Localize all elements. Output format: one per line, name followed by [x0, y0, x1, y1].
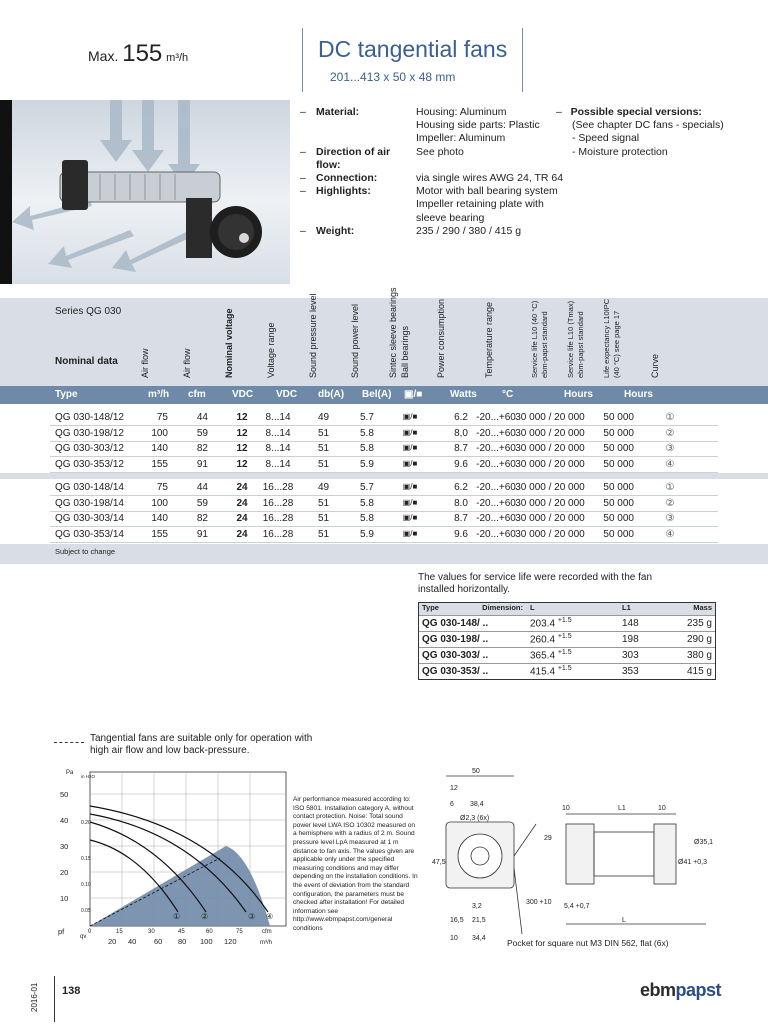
dim-3-2: 3,2: [472, 903, 482, 910]
cell-v24-0-1: 75: [156, 482, 168, 493]
cell-v12-0-10: 30 000 / 20 000: [515, 412, 585, 423]
curve-label-1: ①: [173, 912, 181, 921]
cell-v12-2-7: ▣/■: [402, 443, 418, 452]
title-rule-left: [302, 28, 303, 92]
cell-v24-0-8: 6.2: [454, 482, 468, 493]
cell-v24-3-6: 5.9: [360, 528, 374, 540]
dim-12: 12: [450, 785, 458, 792]
cell-v24-0-5: 49: [318, 482, 330, 493]
cell-v24-2-10: 30 000 / 20 000: [515, 513, 585, 524]
max-label: Max.: [88, 48, 119, 64]
dim-l: 203.4 $^{+1.5}$: [530, 617, 572, 630]
table-row: [0, 410, 768, 425]
cell-v12-2-3: 12: [236, 443, 248, 454]
footer-rule: [54, 976, 55, 1022]
cell-v24-2-4: 16...28: [262, 513, 294, 524]
cell-v24-1-6: 5.8: [360, 497, 374, 509]
x-label-qv: qv: [80, 934, 87, 940]
dim-5-4: 5,4 +0,7: [564, 903, 590, 910]
cell-v24-1-4: 16...28: [262, 497, 294, 509]
cell-v24-1-10: 30 000 / 20 000: [515, 497, 585, 509]
cell-v12-2-2: 82: [196, 443, 208, 454]
column-header-0: Air flow: [140, 348, 150, 378]
x-tick-40: 40: [128, 937, 137, 946]
dim-type: QG 030-303/ ..: [422, 650, 489, 661]
table-footer-band: [0, 544, 768, 564]
dim-mass: 415 g: [686, 666, 712, 677]
nominal-data-label: Nominal data: [55, 356, 118, 367]
edition-date: 2016-01: [30, 982, 39, 1012]
x-tick-20: 20: [108, 937, 117, 946]
cell-v12-3-11: 50 000: [603, 458, 634, 470]
dim-l1: 353: [622, 666, 639, 677]
dim-16-5: 16,5: [450, 917, 464, 924]
cell-v12-0-0: QG 030-148/12: [55, 412, 124, 423]
cell-v24-3-3: 24: [236, 528, 248, 540]
x-tick-cfm-15: 15: [116, 929, 123, 935]
dim-10-b: 10: [562, 805, 570, 812]
unit-4: VDC: [276, 389, 298, 400]
dim-34-4: 34,4: [472, 935, 486, 942]
curve-label-4: ④: [266, 912, 274, 921]
cell-v12-1-8: 8,0: [454, 427, 468, 439]
cell-v24-0-3: 24: [236, 482, 248, 493]
x-tick-120: 120: [224, 937, 237, 946]
cell-v24-1-1: 100: [151, 497, 168, 509]
column-header-3: Voltage range: [266, 322, 276, 378]
dim-mass: 235 g: [686, 618, 712, 629]
unit-6: Bel(A): [362, 389, 392, 400]
cell-v24-3-5: 51: [318, 528, 330, 540]
cell-v24-3-1: 155: [151, 528, 168, 540]
dim-l1: 198: [622, 634, 639, 645]
page-title: DC tangential fans: [318, 36, 508, 62]
cell-v12-1-10: 30 000 / 20 000: [515, 427, 585, 439]
spec-direction: – Direction of air flow: See photo: [300, 145, 464, 171]
cell-v12-3-10: 30 000 / 20 000: [515, 458, 585, 470]
page-subtitle: 201...413 x 50 x 48 mm: [330, 70, 456, 84]
cell-v12-3-6: 5.9: [360, 458, 374, 470]
service-life-note: The values for service life were recorded with the fan installed horizontally.: [418, 572, 652, 595]
x-tick-80: 80: [178, 937, 187, 946]
unit-5: db(A): [318, 389, 345, 400]
x-tick-60: 60: [154, 937, 163, 946]
table-row: [0, 496, 768, 511]
unit-8: Watts: [450, 389, 477, 400]
cell-v24-2-0: QG 030-303/14: [55, 513, 124, 524]
curve-label-3: ③: [248, 912, 256, 921]
ebmpapst-logo: ebmpapst: [640, 980, 722, 1000]
cell-v12-1-0: QG 030-198/12: [55, 427, 124, 439]
cell-v24-1-11: 50 000: [603, 497, 634, 509]
cell-v12-0-11: 50 000: [603, 412, 634, 423]
dim-35-1: Ø35,1: [694, 839, 714, 846]
cell-v24-1-0: QG 030-198/14: [55, 497, 124, 509]
cell-v12-1-9: -20...+60: [476, 427, 516, 439]
product-photo: [0, 100, 290, 284]
x-tick-cfm-30: 30: [148, 929, 155, 935]
x-tick-cfm-75: 75: [236, 929, 243, 935]
cell-v12-2-1: 140: [151, 443, 168, 454]
cell-v12-0-6: 5.7: [360, 412, 374, 423]
spec-connection: – Connection: via single wires AWG 24, TR 64: [300, 172, 564, 185]
column-header-1: Air flow: [182, 348, 192, 378]
cell-v12-3-7: ▣/■: [402, 458, 418, 468]
cell-v12-1-7: ▣/■: [402, 427, 418, 437]
pocket-note: Pocket for square nut M3 DIN 562, flat (6x): [507, 938, 669, 948]
y-tick-in-020: 0.20: [81, 820, 91, 826]
cell-v12-0-2: 44: [196, 412, 208, 423]
cell-v12-1-3: 12: [236, 427, 248, 439]
cell-v24-0-2: 44: [196, 482, 208, 493]
cell-v24-0-6: 5.7: [360, 482, 374, 493]
subject-to-change: Subject to change: [55, 547, 116, 556]
cell-v12-0-8: 6.2: [454, 412, 468, 423]
y-tick-in-005: 0.05: [81, 908, 91, 914]
cell-v24-3-9: -20...+60: [476, 528, 516, 540]
cell-v24-3-2: 91: [196, 528, 208, 540]
cell-v24-2-8: 8.7: [454, 513, 468, 524]
dimension-row: [419, 663, 715, 679]
cell-v12-3-1: 155: [151, 458, 168, 470]
cell-v24-1-8: 8.0: [454, 497, 468, 509]
cell-v12-2-0: QG 030-303/12: [55, 443, 124, 454]
cell-v12-2-4: 8...14: [265, 443, 291, 454]
column-header-7: Ball bearings: [400, 325, 410, 378]
cell-v24-1-7: ▣/■: [402, 497, 418, 507]
column-header-5: Sound power level: [350, 303, 360, 378]
cell-v12-1-6: 5.8: [360, 427, 374, 439]
cell-v12-3-8: 9.6: [454, 458, 468, 470]
column-header-12: Service life L10 (Tmax): [566, 300, 575, 378]
cell-v12-0-3: 12: [236, 412, 248, 423]
cell-v24-0-0: QG 030-148/14: [55, 482, 124, 493]
dim-21-5: 21,5: [472, 917, 486, 924]
column-header-11: ebm-papst standard: [540, 311, 549, 378]
x-tick-100: 100: [200, 937, 213, 946]
y-label-pf: pf: [58, 927, 65, 936]
unit-7: ▣/■: [404, 389, 423, 400]
dim-41: Ø41 +0,3: [678, 859, 707, 866]
cell-v12-3-4: 8...14: [265, 458, 291, 470]
curve-label-2: ②: [201, 912, 209, 921]
table-row: [0, 527, 768, 542]
x-tick-cfm-45: 45: [178, 929, 185, 935]
cell-v12-0-5: 49: [318, 412, 330, 423]
x-unit-m3h: m³/h: [260, 940, 272, 946]
dim-6: 6: [450, 801, 454, 808]
table-row: [0, 426, 768, 441]
column-header-9: Temperature range: [484, 301, 494, 378]
cell-v24-0-10: 30 000 / 20 000: [515, 482, 585, 493]
dimension-table-header: Type Dimension: L L1 Mass: [419, 603, 715, 615]
cell-v24-0-9: -20...+60: [476, 482, 516, 493]
y-unit-in: in H2O: [81, 774, 96, 779]
dim-l1: L1: [618, 805, 626, 812]
dimension-row: [419, 615, 715, 631]
title-rule-right: [522, 28, 523, 92]
cell-v12-2-11: 50 000: [603, 443, 634, 454]
y-tick-in-010: 0.10: [81, 882, 91, 888]
dim-l: 365.4 $^{+1.5}$: [530, 649, 572, 662]
special-versions: – Possible special versions: (See chapter DC fans - specials) - Speed signal - Moisture protection: [556, 106, 724, 158]
column-header-13: ebm-papst standard: [576, 311, 585, 378]
cell-v12-1-11: 50 000: [603, 427, 634, 439]
y-tick-30: 30: [60, 842, 69, 851]
dim-10-a: 10: [450, 935, 458, 942]
spec-highlights: – Highlights: Motor with ball bearing system Impeller retaining plate with sleeve bearing: [300, 185, 558, 224]
cell-v24-2-12: ③: [665, 513, 675, 524]
y-tick-in-015: 0.15: [81, 856, 91, 862]
dimension-row: [419, 647, 715, 663]
cell-v12-0-1: 75: [156, 412, 168, 423]
x-tick-cfm-60: 60: [206, 929, 213, 935]
table-row: [0, 480, 768, 495]
y-tick-50: 50: [60, 790, 69, 799]
x-unit-cfm: cfm: [262, 929, 272, 935]
x-tick-cfm-0: 0: [88, 929, 92, 935]
cell-v12-3-12: ④: [665, 458, 675, 470]
column-header-14: Life expectancy L10IPC: [602, 298, 611, 378]
cell-v12-1-12: ②: [665, 427, 675, 439]
spec-weight: – Weight: 235 / 290 / 380 / 415 g: [300, 224, 522, 237]
column-header-6: Sintec sleeve bearings: [388, 287, 398, 378]
cell-v24-3-7: ▣/■: [402, 528, 418, 538]
cell-v24-0-4: 16...28: [262, 482, 294, 493]
cell-v12-2-5: 51: [318, 443, 330, 454]
unit-0: Type: [55, 389, 78, 400]
cell-v12-3-5: 51: [318, 458, 330, 470]
row-divider: [50, 542, 718, 543]
table-row: [0, 457, 768, 472]
y-tick-20: 20: [60, 868, 69, 877]
dim-10-c: 10: [658, 805, 666, 812]
technical-drawing: [426, 764, 726, 950]
unit-2: cfm: [188, 389, 206, 400]
cell-v24-1-5: 51: [318, 497, 330, 509]
cell-v24-2-7: ▣/■: [402, 513, 418, 522]
unit-3: VDC: [232, 389, 254, 400]
max-airflow: [88, 40, 188, 68]
dim-47-5: 47,5: [432, 859, 446, 866]
cell-v24-1-12: ②: [665, 497, 675, 509]
cell-v12-1-2: 59: [196, 427, 208, 439]
cell-v12-1-1: 100: [151, 427, 168, 439]
dim-50: 50: [472, 768, 480, 775]
cell-v24-3-12: ④: [665, 528, 675, 540]
cell-v12-2-8: 8.7: [454, 443, 468, 454]
max-value: 155: [122, 40, 163, 67]
unit-11: Hours: [624, 389, 653, 400]
column-header-10: Service life L10 (40 °C): [530, 300, 539, 378]
cell-v24-0-11: 50 000: [603, 482, 634, 493]
cell-v24-2-11: 50 000: [603, 513, 634, 524]
dim-hole: Ø2,3 (6x): [460, 815, 490, 822]
cell-v24-3-4: 16...28: [262, 528, 294, 540]
column-header-15: (40 °C) see page 17: [612, 310, 621, 378]
cell-v12-3-9: -20...+60: [476, 458, 516, 470]
column-header-2: Nominal voltage: [224, 308, 234, 378]
unit-9: °C: [502, 389, 514, 400]
cell-v12-2-9: -20...+60: [476, 443, 516, 454]
cell-v12-0-9: -20...+60: [476, 412, 516, 423]
cell-v24-3-8: 9.6: [454, 528, 468, 540]
dim-type: QG 030-148/ ..: [422, 618, 489, 629]
dim-mass: 290 g: [686, 634, 712, 645]
cell-v24-2-6: 5.8: [360, 513, 374, 524]
cell-v12-0-7: ▣/■: [402, 412, 418, 421]
cell-v24-0-12: ①: [665, 482, 675, 493]
dim-l1: 148: [622, 618, 639, 629]
cell-v12-3-2: 91: [196, 458, 208, 470]
dim-l: 260.4 $^{+1.5}$: [530, 633, 572, 646]
cell-v24-2-3: 24: [236, 513, 248, 524]
cell-v12-3-3: 12: [236, 458, 248, 470]
dim-type: QG 030-353/ ..: [422, 666, 489, 677]
cell-v24-1-9: -20...+60: [476, 497, 516, 509]
cell-v12-2-12: ③: [665, 443, 675, 454]
dim-type: QG 030-198/ ..: [422, 634, 489, 645]
cell-v24-2-2: 82: [196, 513, 208, 524]
air-performance-note: Air performance measured according to: ISO 5801. Installation category A, without contact protection. Noise: Total sound power level LWA ISO 10302 measured on a hemisphere with a radius of 2 m. Sound pressure level LpA measured at 1 m distance to fan axis. The values given are applicable only under the specified measuring conditions and may differ depending on the installation conditions. In the event of deviation from the standard configuration, the parameters must be checked after installation! For detailed information see http://www.ebmpapst.com/general conditions: [293, 796, 418, 932]
cell-v12-1-4: 8...14: [265, 427, 291, 439]
dim-mass: 380 g: [686, 650, 712, 661]
cell-v12-2-6: 5.8: [360, 443, 374, 454]
cell-v12-0-4: 8...14: [265, 412, 291, 423]
max-unit: m³/h: [166, 52, 189, 64]
column-header-16: Curve: [650, 353, 660, 378]
cell-v24-0-7: ▣/■: [402, 482, 418, 491]
dimension-row: [419, 631, 715, 647]
cell-v24-2-9: -20...+60: [476, 513, 516, 524]
cell-v12-2-10: 30 000 / 20 000: [515, 443, 585, 454]
cell-v24-3-0: QG 030-353/14: [55, 528, 124, 540]
cell-v24-1-3: 24: [236, 497, 248, 509]
unit-10: Hours: [564, 389, 593, 400]
performance-chart: [50, 762, 290, 950]
cell-v24-2-5: 51: [318, 513, 330, 524]
dimension-table: [418, 602, 716, 680]
dim-l1: 303: [622, 650, 639, 661]
dim-38-4: 38,4: [470, 801, 484, 808]
cell-v12-3-0: QG 030-353/12: [55, 458, 124, 470]
unit-bar: [0, 386, 768, 404]
y-tick-40: 40: [60, 816, 69, 825]
table-row: [0, 441, 768, 456]
dim-29: 29: [544, 835, 552, 842]
unit-1: m³/h: [148, 389, 170, 400]
group-separator: [0, 473, 768, 479]
column-header-4: Sound pressure level: [308, 293, 318, 378]
dim-300: 300 +10: [526, 899, 552, 906]
y-tick-10: 10: [60, 894, 69, 903]
cell-v24-1-2: 59: [196, 497, 208, 509]
dim-l: L: [622, 917, 626, 924]
cell-v12-0-12: ①: [665, 412, 675, 423]
cell-v24-3-10: 30 000 / 20 000: [515, 528, 585, 540]
column-header-8: Power consumption: [436, 298, 446, 378]
series-label: Series QG 030: [55, 306, 122, 317]
cell-v24-2-1: 140: [151, 513, 168, 524]
y-label-pa: Pa: [66, 770, 74, 776]
table-row: [0, 511, 768, 526]
dashed-line-legend: [54, 742, 84, 743]
spec-list: [300, 106, 566, 238]
cell-v12-1-5: 51: [318, 427, 330, 439]
dim-l: 415.4 $^{+1.5}$: [530, 665, 572, 678]
page-number: 138: [62, 985, 81, 997]
tangential-note: Tangential fans are suitable only for operation with high air flow and low back-pressure.: [90, 733, 313, 756]
spec-material: – Material: Housing: Aluminum Housing side parts: Plastic Impeller: Aluminum: [300, 106, 540, 145]
cell-v24-3-11: 50 000: [603, 528, 634, 540]
